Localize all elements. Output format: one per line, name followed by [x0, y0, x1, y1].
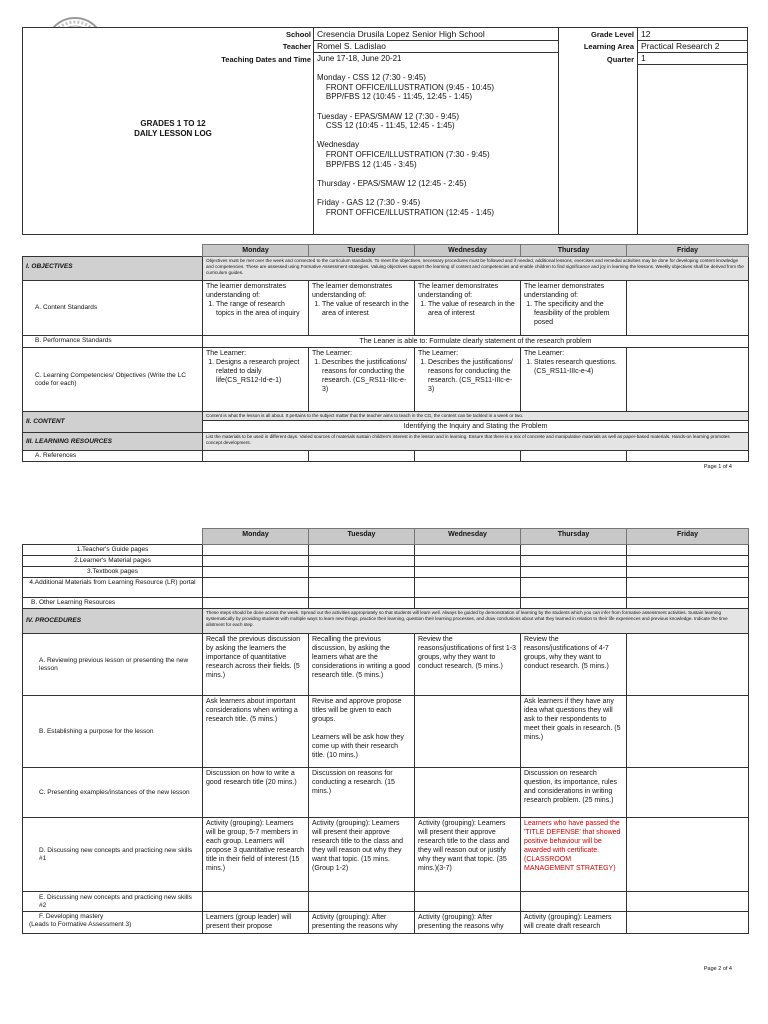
title-line-2: DAILY LESSON LOG	[134, 129, 212, 138]
lc-tue: 1. Describes the justifications/ reasons for conducting the research. (CS_RS11-IIIc-e-3)	[322, 358, 411, 394]
schedule-line	[317, 64, 494, 74]
proc-f-tue: Activity (grouping): After presenting the reasons why	[309, 912, 415, 934]
header-grid	[22, 27, 748, 235]
references-label: A. References	[35, 452, 77, 459]
proc-d-tue: Activity (grouping): Learners will present their approve research title to the class and they will reason out why they want that topic. (15 mins.(Group 1-2)	[309, 818, 415, 892]
page-number-2: Page 2 of 4	[703, 966, 732, 972]
schedule-line: BPP/FBS 12 (10:45 - 11:45, 12:45 - 1:45)	[317, 92, 473, 102]
proc-f-mon: Learners (group leader) will present their propose	[203, 912, 309, 934]
proc-b-label: B. Establishing a purpose for the lesson	[23, 696, 203, 768]
lc-label: C. Learning Competencies/ Objectives	[35, 371, 146, 379]
grade-label: Grade Level	[591, 30, 634, 39]
resources-label: III. LEARNING RESOURCES	[23, 433, 203, 451]
schedule-line: FRONT OFFICE/ILLUSTRATION (12:45 - 1:45)	[317, 207, 495, 217]
grade-value: 12	[641, 29, 651, 39]
proc-c-thu: Discussion on research question, its importance, rules and considerations in writing research problem. (25 mins.)	[521, 768, 627, 818]
resources-note: List the materials to be used in different days. Varied sources of materials sustain children's interest in the lesson and in learning. Ensure that there is a mix of concrete and manipulative materials as well as paper-based materials. Hands-on learning promotes concept development.	[203, 433, 749, 451]
content-standards-label: A. Content Standards	[35, 304, 98, 311]
proc-d-label: D. Discussing new concepts and practicing new skills #1	[23, 818, 203, 892]
performance-standards-value: The Leaner is able to: Formulate clearly statement of the research problem	[203, 336, 749, 348]
schedule-line: June 17-18, June 20-21	[317, 54, 402, 63]
page-1	[0, 0, 768, 490]
p2-day-header-tue: Tuesday	[309, 529, 415, 545]
day-header-mon: Monday	[203, 245, 309, 257]
cs-wed: 1. The value of research in the area of interest	[428, 300, 517, 318]
schedule-line	[317, 188, 494, 198]
day-header-tue: Tuesday	[309, 245, 415, 257]
area-label: Learning Area	[583, 42, 634, 51]
page-2	[0, 520, 768, 1024]
tb-label: 3.Textbook pages	[23, 567, 203, 578]
quarter-value: 1	[641, 53, 646, 63]
proc-d-mon: Activity (grouping): Learners will be group, 5-7 members in each group. Learners will propose 3 quantitative research title in their field of interest (15 mins.)	[203, 818, 309, 892]
school-label: School	[285, 30, 311, 39]
day-header-wed: Wednesday	[415, 245, 521, 257]
page-number-1: Page 1 of 4	[703, 464, 732, 470]
content-value: Identifying the Inquiry and Stating the Problem	[203, 421, 749, 433]
objectives-note: Objectives must be met over the week and connected to the curriculum standards. To meet the objectives, necessary procedures must be followed and if needed, additional lessons, exercises and remedial activities may be done for developing content knowledge and competencies. These are assessed using Formative Assessment strategies. Valuing objectives support the learning of content and competencies and enable children to find significance and joy in learning the lessons. Weekly objectives shall be derived from the curriculum guides.	[203, 257, 749, 281]
cs-intro-wed: The learner demonstrates understanding of:	[418, 283, 499, 299]
content-note: Content is what the lesson is all about. It pertains to the subject matter that the teacher aims to teach in the CG, the content can be tackled in a week or two.	[203, 412, 749, 421]
content-label: II. CONTENT	[23, 412, 203, 433]
teacher-value: Romel S. Ladislao	[317, 41, 386, 51]
lc-wed: 1. Describes the justifications/ reasons for conducting the research. (CS_RS11-IIIc-e-3)	[428, 358, 517, 394]
proc-e-label: E. Discussing new concepts and practicing new skills #2	[23, 892, 203, 912]
schedule-line: Wednesday	[317, 140, 360, 150]
p2-day-header-wed: Wednesday	[415, 529, 521, 545]
schedule-line: FRONT OFFICE/ILLUSTRATION (7:30 - 9:45)	[317, 149, 490, 159]
p2-day-header-thu: Thursday	[521, 529, 627, 545]
objectives-label: I. OBJECTIVES	[23, 257, 203, 281]
tg-label: 1.Teacher's Guide pages	[23, 545, 203, 556]
proc-d-thu: Learners who have passed the 'TITLE DEFENSE' that showed positive behaviour will be awarded with certificate. (CLASSROOM MANAGEMENT STRATEGY)	[521, 818, 627, 892]
proc-d-wed: Activity (grouping): Learners will present their approve research title to the class and they will reason out or justify why they want that topic. (35 mins.)(3-7)	[415, 818, 521, 892]
lc-label-paren: (Write the LC code for each)	[35, 371, 186, 387]
cs-thu: 1. The specificity and the feasibility of the problem posed	[534, 300, 623, 327]
p2-day-header-fri: Friday	[627, 529, 749, 545]
title-line-1: GRADES 1 TO 12	[140, 119, 206, 128]
procedures-note: These steps should be done across the week. Spread out the activities appropriately so that students will learn well. Always be guided by demonstration of learning by the students which you can infer from formative assessment activities. Sustain learning systematically by providing students with multiple ways to learn new things, practice their learning, question their learning processes, and draw conclusions about what they learned in relation to their life experiences and previous knowledge. Indicate the time allotment for each step.	[203, 609, 749, 634]
school-value: Cresencia Drusila Lopez Senior High School	[317, 29, 485, 39]
procedures-label: IV. PROCEDURES	[23, 609, 203, 634]
page2-table	[22, 528, 749, 934]
proc-a-tue: Recalling the previous discussion, by asking the learners what are the considerations in writing a good research title. (5 mins.)	[309, 634, 415, 696]
day-header-fri: Friday	[627, 245, 749, 257]
lc-mon: 1. Designs a research project related to daily life(CS_RS12-Id-e-1)	[216, 358, 305, 385]
proc-f-label: F. Developing mastery	[39, 913, 104, 920]
teaching-schedule	[317, 54, 494, 217]
schedule-line: Thursday - EPAS/SMAW 12 (12:45 - 2:45)	[317, 178, 467, 188]
schedule-line: FRONT OFFICE/ILLUSTRATION (9:45 - 10:45)	[317, 82, 495, 92]
schedule-line	[317, 169, 494, 179]
proc-a-wed: Review the reasons/justifications of first 1-3 groups, why they want to conduct research. (5 mins.)	[415, 634, 521, 696]
lc-intro-tue: The Learner:	[312, 350, 353, 357]
schedule-line	[317, 102, 494, 112]
quarter-label: Quarter	[606, 55, 634, 64]
proc-c-tue: Discussion on reasons for conducting a research. (15 mins.)	[309, 768, 415, 818]
p2-day-header-mon: Monday	[203, 529, 309, 545]
proc-a-label: A. Reviewing previous lesson or presenting the new lesson	[23, 634, 203, 696]
proc-c-mon: Discussion on how to write a good research title (20 mins.)	[203, 768, 309, 818]
schedule-line: Monday - CSS 12 (7:30 - 9:45)	[317, 73, 426, 83]
schedule-line: Tuesday - EPAS/SMAW 12 (7:30 - 9:45)	[317, 111, 459, 121]
other-resources-label: B. Other Learning Resources	[23, 598, 203, 609]
proc-b-tue-1: Revise and approve propose titles will be given to each groups.	[312, 698, 402, 723]
cs-intro-mon: The learner demonstrates understanding of:	[206, 283, 287, 299]
teacher-label: Teacher	[282, 42, 311, 51]
lc-thu: 1. States research questions. (CS_RS11-IIIc-e-4)	[534, 358, 623, 376]
proc-b-tue-2: Learners will be ask how they come up with their research title. (10 mins.)	[312, 734, 404, 759]
schedule-line	[317, 131, 494, 141]
proc-c-label: C. Presenting examples/instances of the new lesson	[23, 768, 203, 818]
page1-table	[22, 244, 749, 462]
lm-label: 2.Learner's Material pages	[23, 556, 203, 567]
lc-intro-mon: The Learner:	[206, 350, 247, 357]
lc-intro-thu: The Learner:	[524, 350, 565, 357]
proc-b-mon: Ask learners about important considerations when writing a research title. (5 mins.)	[203, 696, 309, 768]
schedule-line: CSS 12 (10:45 - 11:45, 12:45 - 1:45)	[317, 121, 455, 131]
proc-b-thu: Ask learners if they have any idea what questions they will ask to their respondents to meet their goals in research. (5 mins.)	[521, 696, 627, 768]
lc-intro-wed: The Learner:	[418, 350, 459, 357]
proc-f-label-2: (Leads to Formative Assessment 3)	[29, 921, 132, 928]
cs-mon: 1. The range of research topics in the area of inquiry	[216, 300, 305, 318]
proc-f-wed: Activity (grouping): After presenting the reasons why	[415, 912, 521, 934]
am-label: 4.Additional Materials from Learning Resource (LR) portal	[23, 578, 203, 598]
performance-standards-label: B. Performance Standards	[35, 337, 112, 344]
proc-a-mon: Recall the previous discussion by asking the learners the importance of quantitative research across their fields. (5 mins.)	[203, 634, 309, 696]
schedule-line: Friday - GAS 12 (7:30 - 9:45)	[317, 197, 421, 207]
cs-intro-thu: The learner demonstrates understanding of:	[524, 283, 605, 299]
proc-f-thu: Activity (grouping): Learners will create draft research	[521, 912, 627, 934]
cs-intro-tue: The learner demonstrates understanding of:	[312, 283, 393, 299]
area-value: Practical Research 2	[641, 41, 720, 51]
day-header-thu: Thursday	[521, 245, 627, 257]
cs-tue: 1. The value of research in the area of interest	[322, 300, 411, 318]
dates-label: Teaching Dates and Time	[221, 55, 311, 64]
schedule-line: BPP/FBS 12 (1:45 - 3:45)	[317, 159, 417, 169]
proc-a-thu: Review the reasons/justifications of 4-7 groups, why they want to conduct research. (5 mins.)	[521, 634, 627, 696]
